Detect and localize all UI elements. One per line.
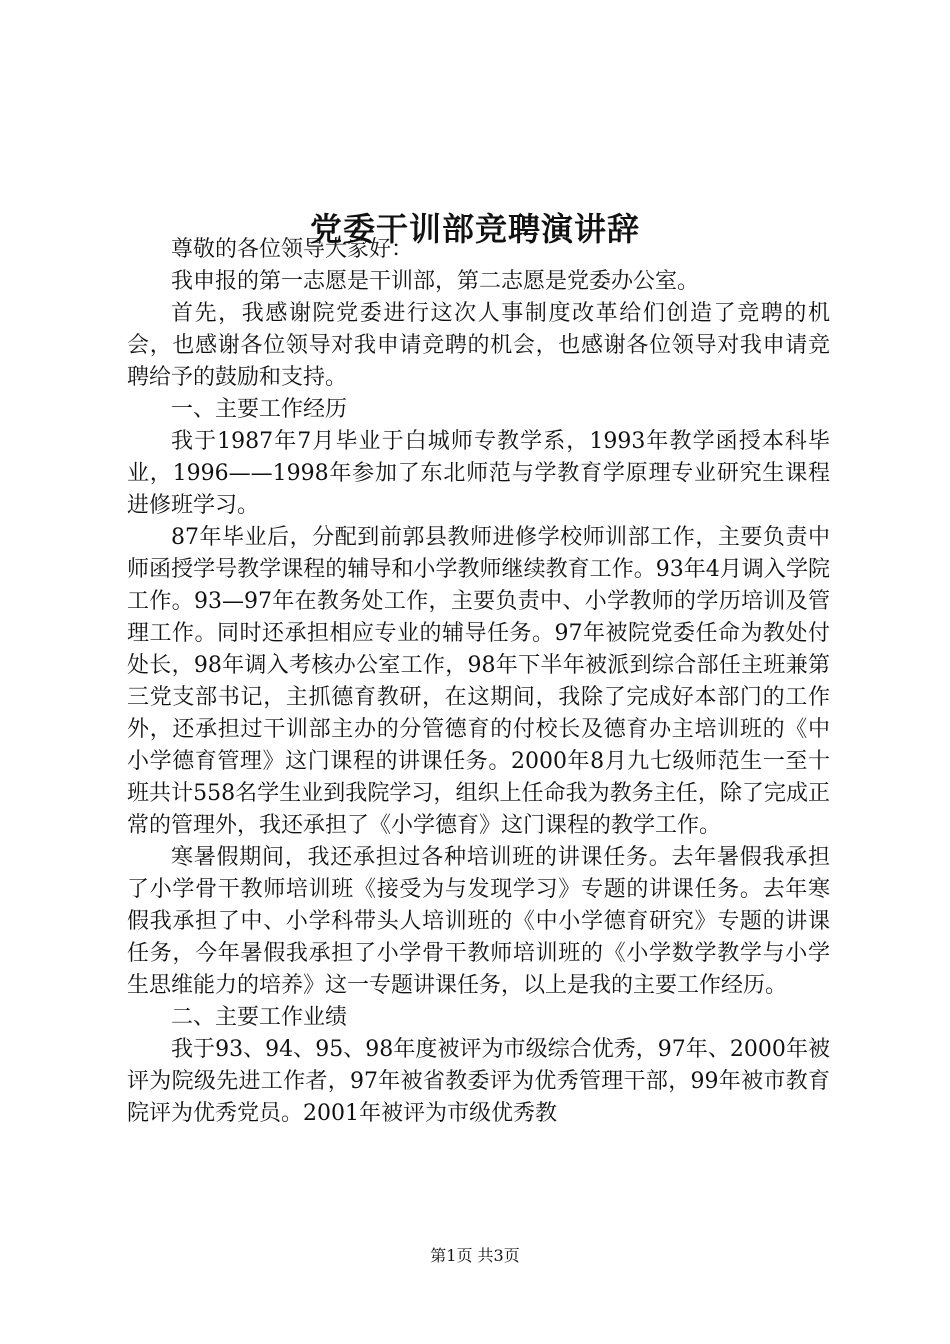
- achievements-paragraph: 我于93、94、95、98年度被评为市级综合优秀，97年、2000年被评为院级先进工作者，97年被省教委评为优秀管理干部，99年被市教育院评为优秀党员。2001年被评为市级优秀教: [127, 1037, 830, 1126]
- page-footer: 第1页 共3页: [430, 1246, 520, 1265]
- career-paragraph: 87年毕业后，分配到前郭县教师进修学校师训部工作，主要负责中师函授学号教学课程的辅导和小学教师继续教育工作。93年4月调入学院工作。93—97年在教务处工作，主要负责中、小学教师的学历培训及管理工作。同时还承担相应专业的辅导任务。97年被院党委任命为教处付处长，98年调入考核办公室工作，98年下半年被派到综合部任主班兼第三党支部书记，主抓德育教研，在这期间，我除了完成好本部门的工作外，还承担过干训部主办的分管德育的付校长及德育办主培训班的《中小学德育管理》这门课程的讲课任务。2000年8月九七级师范生一至十班共计558名学生业到我院学习，组织上任命我为教务主任，除了完成正常的管理外，我还承担了《小学德育》这门课程的教学工作。: [127, 525, 830, 838]
- document-body: [127, 234, 830, 1130]
- education-paragraph: 我于1987年7月毕业于白城师专教学系，1993年教学函授本科毕业，1996——1998年参加了东北师范与学教育学原理专业研究生课程进修班学习。: [127, 429, 830, 518]
- document-title: 党委干训部竞聘演讲辞: [309, 210, 640, 249]
- section-heading-experience: 一、主要工作经历: [171, 397, 348, 422]
- greeting-paragraph: 尊敬的各位领导大家好：: [171, 237, 414, 262]
- section-heading-achievements: 二、主要工作业绩: [171, 1005, 348, 1030]
- thanks-paragraph: 首先，我感谢院党委进行这次人事制度改革给们创造了竞聘的机会，也感谢各位领导对我申请竞聘的机会，也感谢各位领导对我申请竞聘给予的鼓励和支持。: [127, 301, 830, 390]
- application-paragraph: 我申报的第一志愿是干训部，第二志愿是党委办公室。: [171, 269, 700, 294]
- training-paragraph: 寒暑假期间，我还承担过各种培训班的讲课任务。去年暑假我承担了小学骨干教师培训班《接受为与发现学习》专题的讲课任务。去年寒假我承担了中、小学科带头人培训班的《中小学德育研究》专题的讲课任务，今年暑假我承担了小学骨干教师培训班的《小学数学教学与小学生思维能力的培养》这一专题讲课任务，以上是我的主要工作经历。: [127, 845, 830, 998]
